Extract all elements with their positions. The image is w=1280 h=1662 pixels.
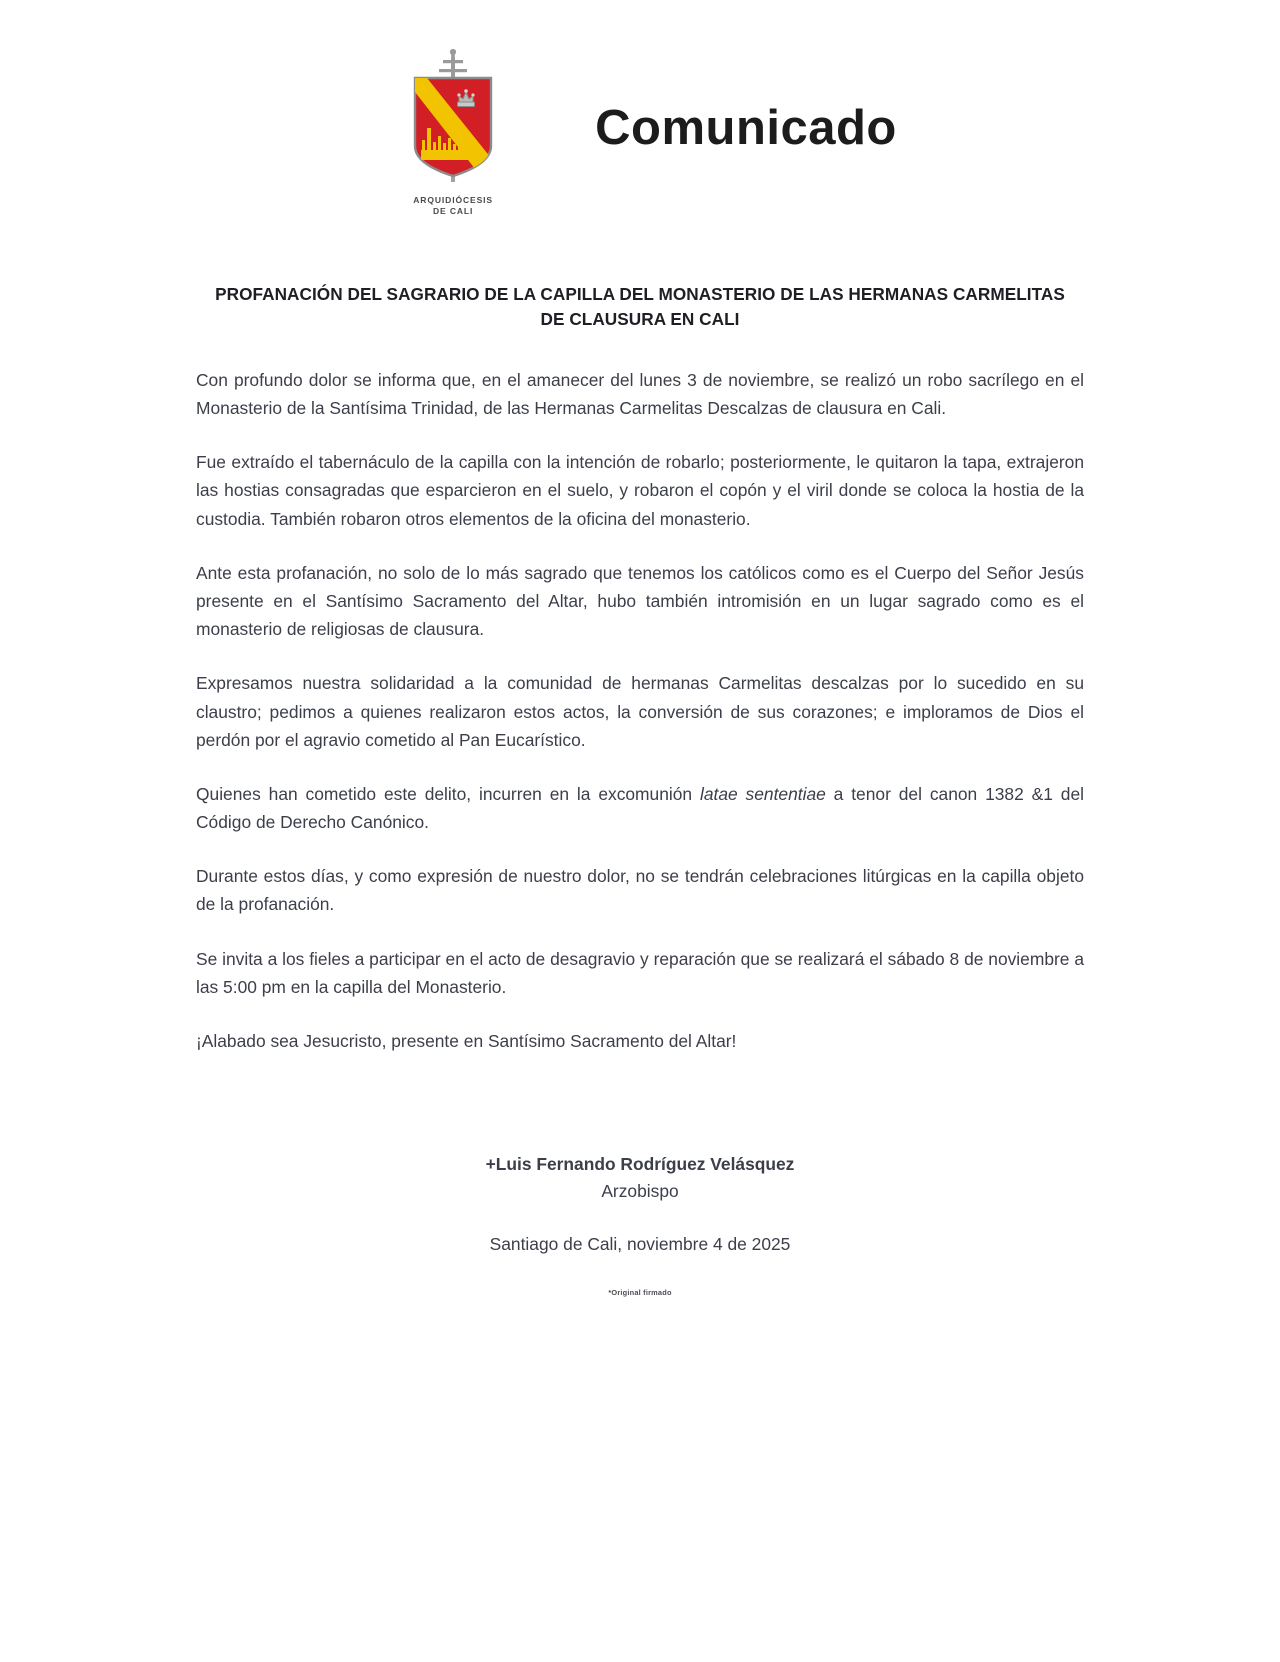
signature-block	[196, 1151, 1084, 1297]
paragraph-5: Durante estos días, y como expresión de nuestro dolor, no se tendrán celebraciones litúrgicas en la capilla objeto de la profanación.	[196, 866, 1084, 915]
archdiocese-caption-line-2: DE CALI	[432, 206, 474, 217]
document-type-heading: Comunicado	[595, 101, 897, 156]
canon-text-before-italic: Quienes han cometido este delito, incurren en la excomunión	[196, 783, 700, 804]
archdiocese-logo	[383, 46, 523, 218]
document-body	[196, 222, 1084, 1297]
canon-latin-term: latae sententiae	[699, 783, 826, 804]
original-signed-note: *Original firmado	[608, 1288, 672, 1298]
paragraph-3: Ante esta profanación, no solo de lo más sagrado que tenemos los católicos como es el Cuerpo del Señor Jesús presente en el Santísimo Sacramento del Altar, hubo también intromisión en un lugar sagrado como es el monasterio de religiosas de clausura.	[196, 562, 1084, 640]
paragraph-1: Con profundo dolor se informa que, en el amanecer del lunes 3 de noviembre, se realizó un robo sacrílego en el Monasterio de la Santísima Trinidad, de las Hermanas Carmelitas Descalzas de clausura en Cali.	[196, 369, 1084, 418]
archdiocese-coat-of-arms-icon	[395, 46, 511, 194]
paragraph-2: Fue extraído el tabernáculo de la capilla con la intención de robarlo; posteriormente, le quitaron la tapa, extrajeron las hostias consagradas que esparcieron en el suelo, y robaron el copón y el viril donde se coloca la hostia de la custodia. También robaron otros elementos de la oficina del monasterio.	[196, 452, 1084, 529]
paragraph-6: Se invita a los fieles a participar en el acto de desagravio y reparación que se realizará el sábado 8 de noviembre a las 5:00 pm en la capilla del Monasterio.	[196, 948, 1084, 997]
signatory-role: Arzobispo	[601, 1181, 679, 1202]
place-and-date: Santiago de Cali, noviembre 4 de 2025	[489, 1234, 791, 1255]
paragraph-4: Expresamos nuestra solidaridad a la comunidad de hermanas Carmelitas descalzas por lo sucedido en su claustro; pedimos a quienes realizaron estos actos, la conversión de sus corazones; e imploramos de Dios el perdón por el agravio cometido al Pan Eucarístico.	[196, 673, 1084, 750]
document-header	[0, 0, 1280, 222]
signatory-name: +Luis Fernando Rodríguez Velásquez	[485, 1154, 795, 1175]
paragraph-closing-praise: ¡Alabado sea Jesucristo, presente en Santísimo Sacramento del Altar!	[196, 1031, 737, 1051]
page-title: PROFANACIÓN DEL SAGRARIO DE LA CAPILLA DEL MONASTERIO DE LAS HERMANAS CARMELITAS DE CLAUSURA EN CALI	[215, 283, 1065, 329]
canon-text-after-italic: a tenor del canon 1382 &1 del Código de Derecho Canónico.	[196, 783, 1084, 833]
paragraph-canon-reference	[196, 780, 1084, 836]
archdiocese-caption-line-1: ARQUIDIÓCESIS	[413, 195, 493, 205]
archdiocese-name	[413, 195, 493, 218]
